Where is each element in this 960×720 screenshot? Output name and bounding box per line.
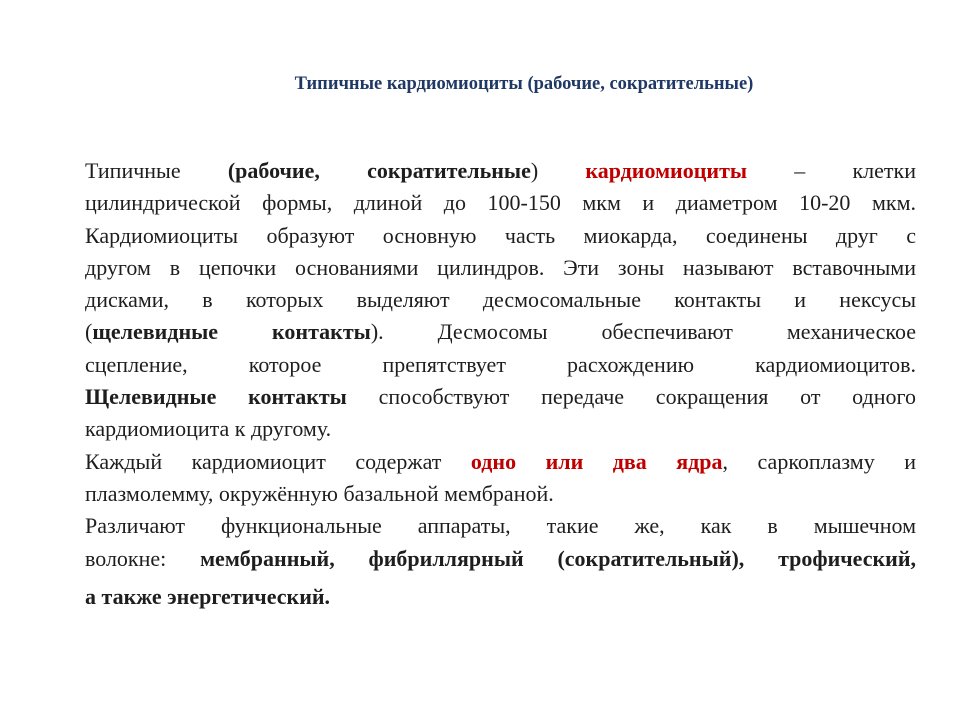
p3-line-1: Различают функциональные аппараты, такие же, как в мышечном — [85, 513, 916, 539]
p1-text: Типичные — [85, 158, 228, 183]
paragraph-2 — [85, 446, 916, 511]
p1-line-1 — [85, 155, 916, 187]
p1-text: ) — [530, 158, 586, 183]
p1-text: – клетки — [747, 158, 916, 183]
paragraph-1 — [85, 155, 916, 446]
slide-title: Типичные кардиомиоциты (рабочие, сократительные) — [294, 74, 754, 94]
p1-bold-text: Щелевидные контакты — [85, 384, 347, 410]
p1-line-7: сцепление, которое препятствует расхождению кардиомиоцитов. — [85, 351, 916, 377]
p2-line-1 — [85, 446, 916, 478]
p1-text: ). Десмосомы обеспечивают механическое — [370, 319, 917, 345]
p1-line-6 — [85, 316, 916, 348]
p1-text: ( — [85, 319, 93, 345]
paragraph-3 — [85, 510, 916, 613]
p1-bold-text: (рабочие, сократительные — [227, 158, 531, 183]
p3-text: волокне: — [85, 545, 201, 571]
p1-line-9: кардиомиоцита к другому. — [85, 416, 332, 442]
p2-text: Каждый кардиомиоцит содержат — [85, 448, 471, 474]
p1-text: способствуют передаче сокращения от одного — [346, 384, 916, 410]
p1-line-5: дисками, в которых выделяют десмосомальные контакты и нексусы — [85, 287, 916, 313]
p3-line-2 — [85, 543, 916, 575]
p1-line-8 — [85, 381, 916, 413]
p2-line-2: плазмолемму, окружённую базальной мембраной. — [85, 480, 554, 506]
p1-line-2: цилиндрической формы, длиной до 100-150 мкм и диаметром 10-20 мкм. — [85, 190, 916, 216]
p1-bold-text: щелевидные контакты — [92, 319, 371, 345]
p3-line-3: а также энергетический. — [85, 583, 331, 609]
p1-line-3: Кардиомиоциты образуют основную часть миокарда, соединены друг с — [85, 222, 916, 248]
p3-bold-text: мембранный, фибриллярный (сократительный), трофический, — [200, 545, 917, 571]
p2-text: , саркоплазму и — [722, 448, 916, 474]
p1-line-4: другом в цепочки основаниями цилиндров. Эти зоны называют вставочными — [85, 254, 916, 280]
p2-highlight-term: одно или два ядра — [470, 448, 723, 474]
slide-body — [85, 155, 916, 613]
p1-highlight-term: кардиомиоциты — [585, 158, 748, 183]
